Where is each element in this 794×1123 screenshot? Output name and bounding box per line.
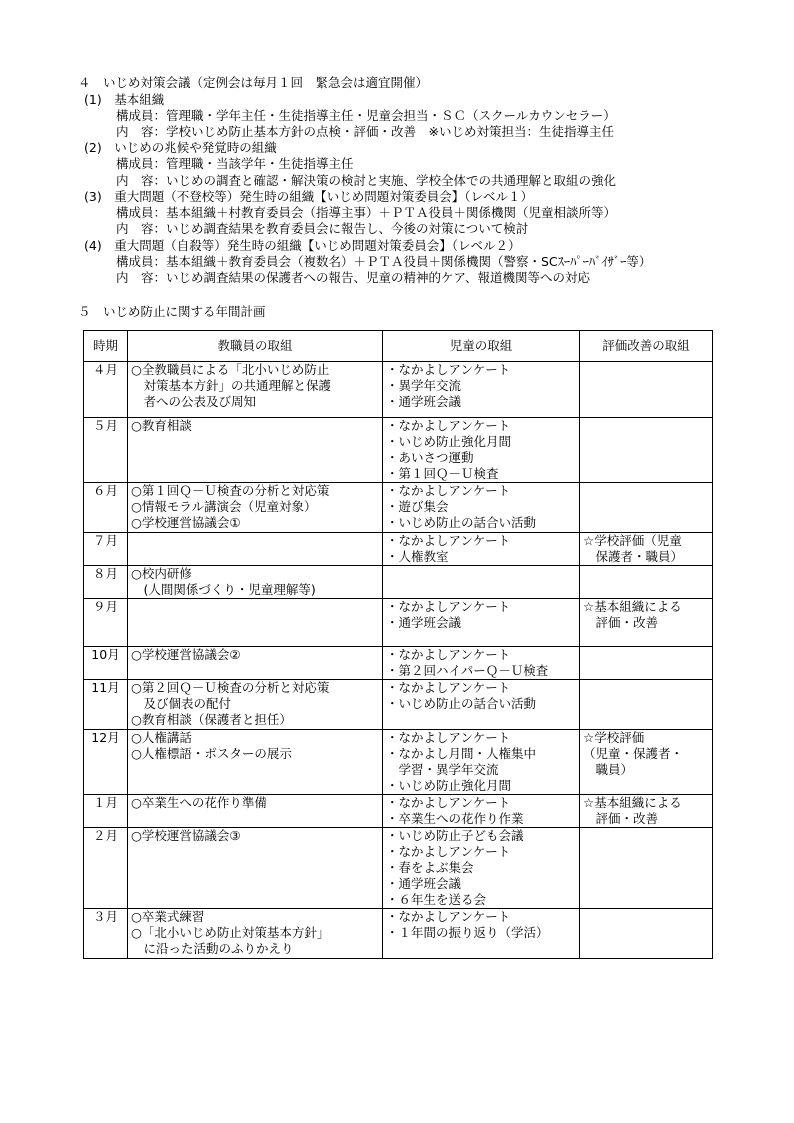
table-row [84,483,713,533]
list-item: ○人権講話 [131,730,192,745]
month-cell: 11月 [84,680,128,730]
list-item: ・春をよぶ集会 [386,860,474,875]
header-evaluation: 評価改善の取組 [580,331,713,362]
list-item: ○卒業生への花作り準備 [131,795,267,810]
list-item: 対策基本方針」の共通理解と保護 [131,378,332,393]
list-item: ・異学年交流 [386,378,462,393]
evaluation-cell [580,828,713,909]
list-item: ○校内研修 [131,566,192,581]
staff-activities-cell [128,795,383,828]
group-2-content: 内 容：いじめの調査と確認・解決策の検討と実施、学校全体での共通理解と取組の強化 [116,173,617,188]
group-4-members: 構成員：基本組織＋教育委員会（複数名）＋ＰＴＡ役員＋関係機関（警察・SCｽｰﾊﾟｰﾊﾞｲｻﾞｰ等） [116,254,652,269]
group-4-heading: (4) 重大問題（自殺等）発生時の組織【いじめ問題対策委員会】（レベル２） [84,238,521,253]
staff-activities-cell [128,680,383,730]
group-3-content: 内 容：いじめ調査結果を教育委員会に報告し、今後の対策について検討 [116,221,529,236]
table-row [84,680,713,730]
children-activities-cell [383,599,580,647]
list-item: ・第１回Ｑ－Ｕ検査 [386,466,499,481]
list-item: ・なかよしアンケート [386,844,511,859]
month-cell: ３月 [84,909,128,959]
month-cell: ９月 [84,599,128,647]
list-item: ・いじめ防止子ども会議 [386,828,524,843]
list-item: ・なかよしアンケート [386,795,511,810]
month-cell: 10月 [84,647,128,680]
month-cell: ２月 [84,828,128,909]
list-item: ・遊び集会 [386,499,449,514]
evaluation-cell [580,795,713,828]
list-item: ○卒業式練習 [131,909,205,924]
list-item: 学習・異学年交流 [386,762,499,777]
list-item: ・なかよしアンケート [386,483,511,498]
list-item: ・いじめ防止の話合い活動 [386,696,537,711]
evaluation-cell [580,909,713,959]
group-1-content: 内 容：学校いじめ防止基本方針の点検・評価・改善 ※いじめ対策担当：生徒指導主任 [116,124,614,139]
list-item: ○教育相談（保護者と担任） [131,712,292,727]
list-item: ・なかよし月間・人権集中 [386,746,537,761]
list-item: ☆学校評価 [583,730,645,745]
staff-activities-cell [128,418,383,483]
evaluation-cell [580,362,713,418]
table-row [84,566,713,599]
list-item: （児童・保護者・ [583,746,684,761]
list-item: ○全教職員による「北小いじめ防止 [131,362,330,377]
children-activities-cell [383,362,580,418]
list-item: ○第１回Ｑ－Ｕ検査の分析と対応策 [131,483,330,498]
list-item: ☆学校評価（児童 [583,533,682,548]
children-activities-cell [383,909,580,959]
month-cell: ４月 [84,362,128,418]
list-item: ・人権教室 [386,549,449,564]
list-item: ・第２回ハイパーＱ－Ｕ検査 [386,663,549,678]
group-1-members: 構成員：管理職・学年主任・生徒指導主任・児童会担当・ＳＣ（スクールカウンセラー） [116,108,616,123]
list-item: ・なかよしアンケート [386,418,511,433]
list-item: (人間関係づくり・児童理解等) [131,582,316,597]
table-row [84,730,713,795]
list-item: ・通学班会議 [386,876,462,891]
children-activities-cell [383,828,580,909]
list-item: ○学校運営協議会③ [131,828,241,843]
table-body [84,362,713,959]
list-item: ・なかよしアンケート [386,680,511,695]
list-item: ・卒業生への花作り作業 [386,811,524,826]
list-item: ・通学班会議 [386,615,462,630]
list-item: 評価・改善 [583,615,659,630]
staff-activities-cell [128,362,383,418]
list-item: ・なかよしアンケート [386,362,511,377]
list-item: 者への公表及び周知 [131,394,257,409]
staff-activities-cell [128,483,383,533]
children-activities-cell [383,418,580,483]
children-activities-cell [383,795,580,828]
list-item: ○学校運営協議会① [131,515,241,530]
staff-activities-cell [128,566,383,599]
list-item: ○第２回Ｑ－Ｕ検査の分析と対応策 [131,680,330,695]
list-item: ○学校運営協議会② [131,647,241,662]
staff-activities-cell [128,647,383,680]
list-item: ○「北小いじめ防止対策基本方針」 [131,925,330,940]
section-4-title: ４ いじめ対策会議（定例会は毎月１回 緊急会は適宜開催） [78,75,429,90]
month-cell: １月 [84,795,128,828]
month-cell: ５月 [84,418,128,483]
header-staff: 教職員の取組 [128,331,383,362]
list-item: 保護者・職員） [583,549,684,564]
children-activities-cell [383,483,580,533]
group-2-members: 構成員：管理職・当該学年・生徒指導主任 [116,156,354,171]
table-row [84,647,713,680]
group-2-heading: (2) いじめの兆候や発覚時の組織 [84,140,277,155]
table-header-row [84,331,713,362]
staff-activities-cell [128,730,383,795]
table-row [84,599,713,647]
staff-activities-cell [128,828,383,909]
table-row [84,795,713,828]
month-cell: 12月 [84,730,128,795]
list-item: 職員） [583,762,634,777]
group-1-heading: (1) 基本組織 [84,92,165,107]
month-cell: ８月 [84,566,128,599]
evaluation-cell [580,483,713,533]
list-item: ○情報モラル講演会（児童対象） [131,499,317,514]
children-activities-cell [383,680,580,730]
table-row [84,909,713,959]
evaluation-cell [580,730,713,795]
list-item: ・なかよしアンケート [386,730,511,745]
list-item: ☆基本組織による [583,599,682,614]
evaluation-cell [580,418,713,483]
list-item: ・１年間の振り返り（学活） [386,925,549,940]
list-item: ・なかよしアンケート [386,533,511,548]
list-item: ・なかよしアンケート [386,909,511,924]
header-period: 時期 [84,331,128,362]
list-item: ○教育相談 [131,418,192,433]
list-item: ○人権標語・ポスターの展示 [131,746,292,761]
children-activities-cell [383,730,580,795]
children-activities-cell [383,566,580,599]
list-item: ・なかよしアンケート [386,647,511,662]
evaluation-cell [580,680,713,730]
group-3-members: 構成員：基本組織＋村教育委員会（指導主事）＋ＰＴＡ役員＋関係機関（児童相談所等） [116,205,617,220]
list-item: ・６年生を送る会 [386,892,487,907]
table-row [84,828,713,909]
children-activities-cell [383,647,580,680]
list-item: 評価・改善 [583,811,659,826]
children-activities-cell [383,533,580,566]
list-item: ・いじめ防止の話合い活動 [386,515,537,530]
table-row [84,362,713,418]
staff-activities-cell [128,599,383,647]
evaluation-cell [580,533,713,566]
section-5-title: ５ いじめ防止に関する年間計画 [78,304,266,319]
list-item: ・いじめ防止強化月間 [386,434,512,449]
list-item: ・通学班会議 [386,394,462,409]
list-item: ・なかよしアンケート [386,599,511,614]
annual-plan-table [83,330,713,959]
month-cell: ６月 [84,483,128,533]
list-item: ・いじめ防止強化月間 [386,778,512,793]
staff-activities-cell [128,909,383,959]
header-children: 児童の取組 [383,331,580,362]
group-4-content: 内 容：いじめ調査結果の保護者への報告、児童の精神的ケア、報道機関等への対応 [116,270,591,285]
table-row [84,418,713,483]
table-row [84,533,713,566]
staff-activities-cell [128,533,383,566]
list-item: 及び個表の配付 [131,696,232,711]
list-item: ☆基本組織による [583,795,682,810]
list-item: ・あいさつ運動 [386,450,474,465]
evaluation-cell [580,599,713,647]
evaluation-cell [580,566,713,599]
list-item: に沿った活動のふりかえり [131,941,294,956]
month-cell: ７月 [84,533,128,566]
group-3-heading: (3) 重大問題（不登校等）発生時の組織【いじめ問題対策委員会】（レベル１） [84,189,533,204]
evaluation-cell [580,647,713,680]
